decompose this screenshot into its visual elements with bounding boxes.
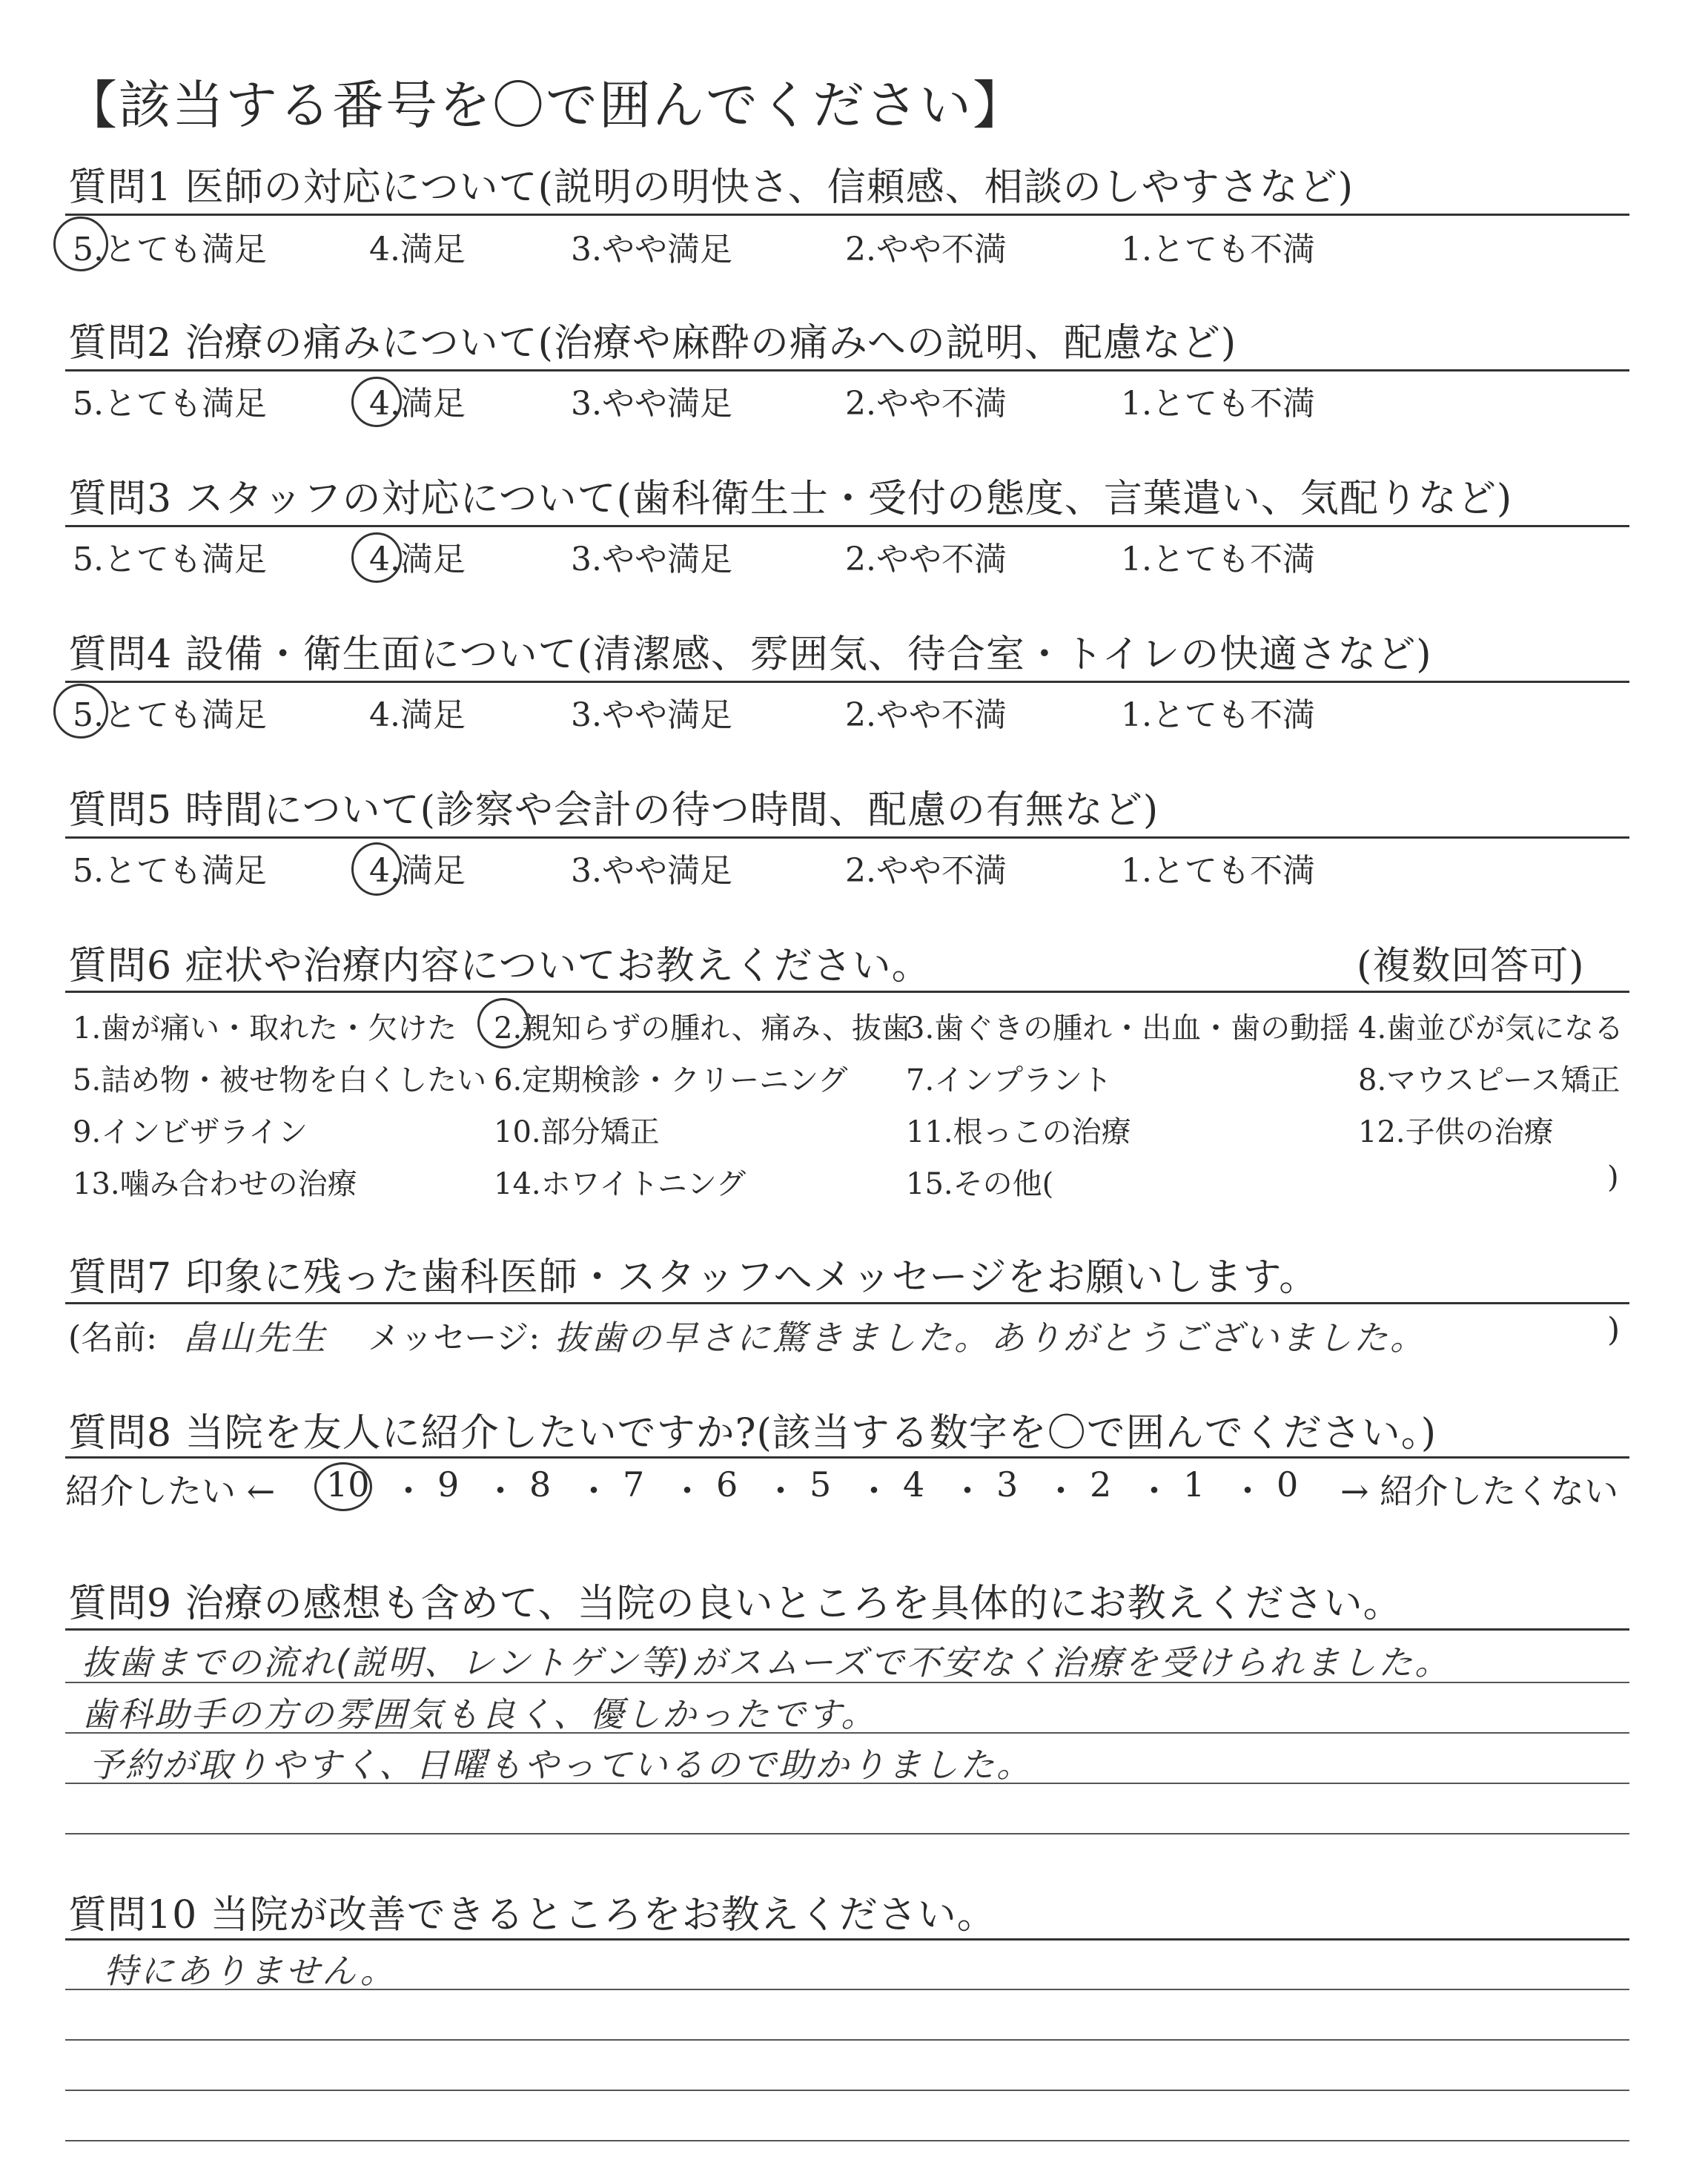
q2-option-4[interactable]: 4.満足 <box>369 385 466 423</box>
q2-heading: 質問2 治療の痛みについて(治療や麻酔の痛みへの説明、配慮など) <box>68 321 1237 366</box>
q8-scale-0[interactable]: 0 <box>1277 1464 1299 1505</box>
q8-scale-2[interactable]: 2 <box>1090 1464 1112 1505</box>
divider <box>65 681 1629 683</box>
q6-option-10[interactable]: 10.部分矯正 <box>494 1115 660 1149</box>
q6-option-2[interactable]: 2.親知らずの腫れ、痛み、抜歯 <box>494 1011 911 1046</box>
form-title: 【該当する番号を〇で囲んでください】 <box>65 75 1026 136</box>
scale-separator: ・ <box>950 1471 984 1511</box>
q8-scale-8[interactable]: 8 <box>529 1464 552 1505</box>
scale-separator: ・ <box>483 1471 517 1511</box>
q3-option-1[interactable]: 1.とても不満 <box>1121 541 1315 578</box>
q8-scale-6[interactable]: 6 <box>716 1464 738 1505</box>
writing-line <box>65 1833 1629 1834</box>
q6-option-3[interactable]: 3.歯ぐきの腫れ・出血・歯の動揺 <box>906 1011 1350 1046</box>
q1-option-5[interactable]: 5.とても満足 <box>73 231 267 268</box>
q7-close-paren: ) <box>1607 1311 1621 1349</box>
q6-option-6[interactable]: 6.定期検診・クリーニング <box>494 1063 848 1097</box>
divider <box>65 1302 1629 1304</box>
writing-line <box>65 2140 1629 2141</box>
q1-option-4[interactable]: 4.満足 <box>369 231 466 268</box>
writing-line <box>65 2090 1629 2091</box>
q2-option-3[interactable]: 3.やや満足 <box>571 385 732 423</box>
scale-separator: ・ <box>577 1471 611 1511</box>
writing-line <box>65 2039 1629 2041</box>
q5-option-1[interactable]: 1.とても不満 <box>1121 852 1315 890</box>
selection-circle <box>53 684 108 739</box>
divider <box>65 991 1629 993</box>
divider <box>65 525 1629 527</box>
writing-line <box>65 1989 1629 1990</box>
q7-message-label: メッセージ: <box>368 1319 540 1357</box>
divider <box>65 1938 1629 1941</box>
divider <box>65 836 1629 839</box>
q9-heading: 質問9 治療の感想も含めて、当院の良いところを具体的にお教えください。 <box>68 1582 1403 1626</box>
q6-option-11[interactable]: 11.根っこの治療 <box>906 1115 1131 1149</box>
q8-left-label: 紹介したい ← <box>65 1471 276 1511</box>
q4-option-4[interactable]: 4.満足 <box>369 696 466 734</box>
q6-option-12[interactable]: 12.子供の治療 <box>1358 1115 1554 1149</box>
q1-heading: 質問1 医師の対応について(説明の明快さ、信頼感、相談のしやすさなど) <box>68 165 1354 210</box>
q2-option-2[interactable]: 2.やや不満 <box>845 385 1007 423</box>
q5-option-4[interactable]: 4.満足 <box>369 852 466 890</box>
selection-circle <box>53 217 108 271</box>
q8-scale-4[interactable]: 4 <box>903 1464 925 1505</box>
q4-option-5[interactable]: 5.とても満足 <box>73 696 267 734</box>
q4-option-2[interactable]: 2.やや不満 <box>845 696 1007 734</box>
q4-option-1[interactable]: 1.とても不満 <box>1121 696 1315 734</box>
q6-option-8[interactable]: 8.マウスピース矯正 <box>1358 1063 1621 1097</box>
q4-heading: 質問4 設備・衛生面について(清潔感、雰囲気、待合室・トイレの快適さなど) <box>68 633 1432 677</box>
q6-note: (複数回答可) <box>1357 944 1585 988</box>
scale-separator: ・ <box>857 1471 891 1511</box>
q8-scale-10[interactable]: 10 <box>326 1464 370 1505</box>
divider <box>65 214 1629 216</box>
q8-scale-7[interactable]: 7 <box>623 1464 645 1505</box>
q3-option-2[interactable]: 2.やや不満 <box>845 541 1007 578</box>
q9-answer-line-1[interactable]: 抜歯までの流れ(説明、レントゲン等)がスムーズで不安なく治療を受けられました。 <box>82 1642 1452 1682</box>
selection-circle <box>477 998 529 1048</box>
selection-circle <box>314 1462 372 1511</box>
q3-option-3[interactable]: 3.やや満足 <box>571 541 732 578</box>
q5-option-5[interactable]: 5.とても満足 <box>73 852 267 890</box>
q3-option-5[interactable]: 5.とても満足 <box>73 541 267 578</box>
q1-option-1[interactable]: 1.とても不満 <box>1121 231 1315 268</box>
q6-option-5[interactable]: 5.詰め物・被せ物を白くしたい <box>73 1063 487 1097</box>
q6-option-13[interactable]: 13.噛み合わせの治療 <box>73 1167 357 1201</box>
writing-line <box>65 1783 1629 1784</box>
q10-heading: 質問10 当院が改善できるところをお教えください。 <box>68 1893 996 1938</box>
divider <box>65 1628 1629 1631</box>
q8-scale-1[interactable]: 1 <box>1183 1464 1205 1505</box>
q5-option-2[interactable]: 2.やや不満 <box>845 852 1007 890</box>
scale-separator: ・ <box>391 1471 426 1511</box>
writing-line <box>65 1682 1629 1683</box>
q6-option-9[interactable]: 9.インビザライン <box>73 1115 308 1149</box>
q1-option-2[interactable]: 2.やや不満 <box>845 231 1007 268</box>
q7-message-value[interactable]: 抜歯の早さに驚きました。ありがとうございました。 <box>555 1318 1426 1358</box>
writing-line <box>65 1732 1629 1734</box>
selection-circle <box>351 377 402 427</box>
q7-name-value[interactable]: 畠山先生 <box>182 1318 328 1358</box>
q3-option-4[interactable]: 4.満足 <box>369 541 466 578</box>
q8-scale-3[interactable]: 3 <box>996 1464 1019 1505</box>
q6-option-7[interactable]: 7.インプラント <box>906 1063 1113 1097</box>
q7-heading: 質問7 印象に残った歯科医師・スタッフへメッセージをお願いします。 <box>68 1255 1319 1300</box>
q6-option-15[interactable]: 15.その他( <box>906 1167 1054 1201</box>
q8-heading: 質問8 当院を友人に紹介したいですか?(該当する数字を〇で囲んでください。) <box>68 1411 1437 1456</box>
q6-heading: 質問6 症状や治療内容についてお教えください。 <box>68 944 931 988</box>
q8-right-label: → 紹介したくない <box>1340 1471 1619 1511</box>
q9-answer-line-2[interactable]: 歯科助手の方の雰囲気も良く、優しかったです。 <box>82 1694 878 1734</box>
scale-separator: ・ <box>1137 1471 1171 1511</box>
q6-option-14[interactable]: 14.ホワイトニング <box>494 1167 747 1201</box>
q6-other-close-paren: ) <box>1607 1160 1619 1195</box>
q8-scale-5[interactable]: 5 <box>810 1464 832 1505</box>
q1-option-3[interactable]: 3.やや満足 <box>571 231 732 268</box>
q6-option-4[interactable]: 4.歯並びが気になる <box>1358 1011 1624 1046</box>
q10-answer-line-1[interactable]: 特にありません。 <box>104 1951 397 1991</box>
q9-answer-line-3[interactable]: 予約が取りやすく、日曜もやっているので助かりました。 <box>89 1745 1033 1785</box>
q8-scale-9[interactable]: 9 <box>437 1464 460 1505</box>
selection-circle <box>351 842 402 896</box>
q5-heading: 質問5 時間について(診察や会計の待つ時間、配慮の有無など) <box>68 788 1159 833</box>
q7-name-label: (名前: <box>68 1319 157 1357</box>
q2-option-1[interactable]: 1.とても不満 <box>1121 385 1315 423</box>
q3-heading: 質問3 スタッフの対応について(歯科衛生士・受付の態度、言葉遣い、気配りなど) <box>68 477 1513 521</box>
divider <box>65 369 1629 371</box>
divider <box>65 1456 1629 1459</box>
q5-option-3[interactable]: 3.やや満足 <box>571 852 732 890</box>
q6-option-1[interactable]: 1.歯が痛い・取れた・欠けた <box>73 1011 457 1046</box>
q4-option-3[interactable]: 3.やや満足 <box>571 696 732 734</box>
scale-separator: ・ <box>670 1471 704 1511</box>
scale-separator: ・ <box>1044 1471 1078 1511</box>
q2-option-5[interactable]: 5.とても満足 <box>73 385 267 423</box>
scale-separator: ・ <box>764 1471 798 1511</box>
selection-circle <box>351 532 402 583</box>
scale-separator: ・ <box>1231 1471 1265 1511</box>
